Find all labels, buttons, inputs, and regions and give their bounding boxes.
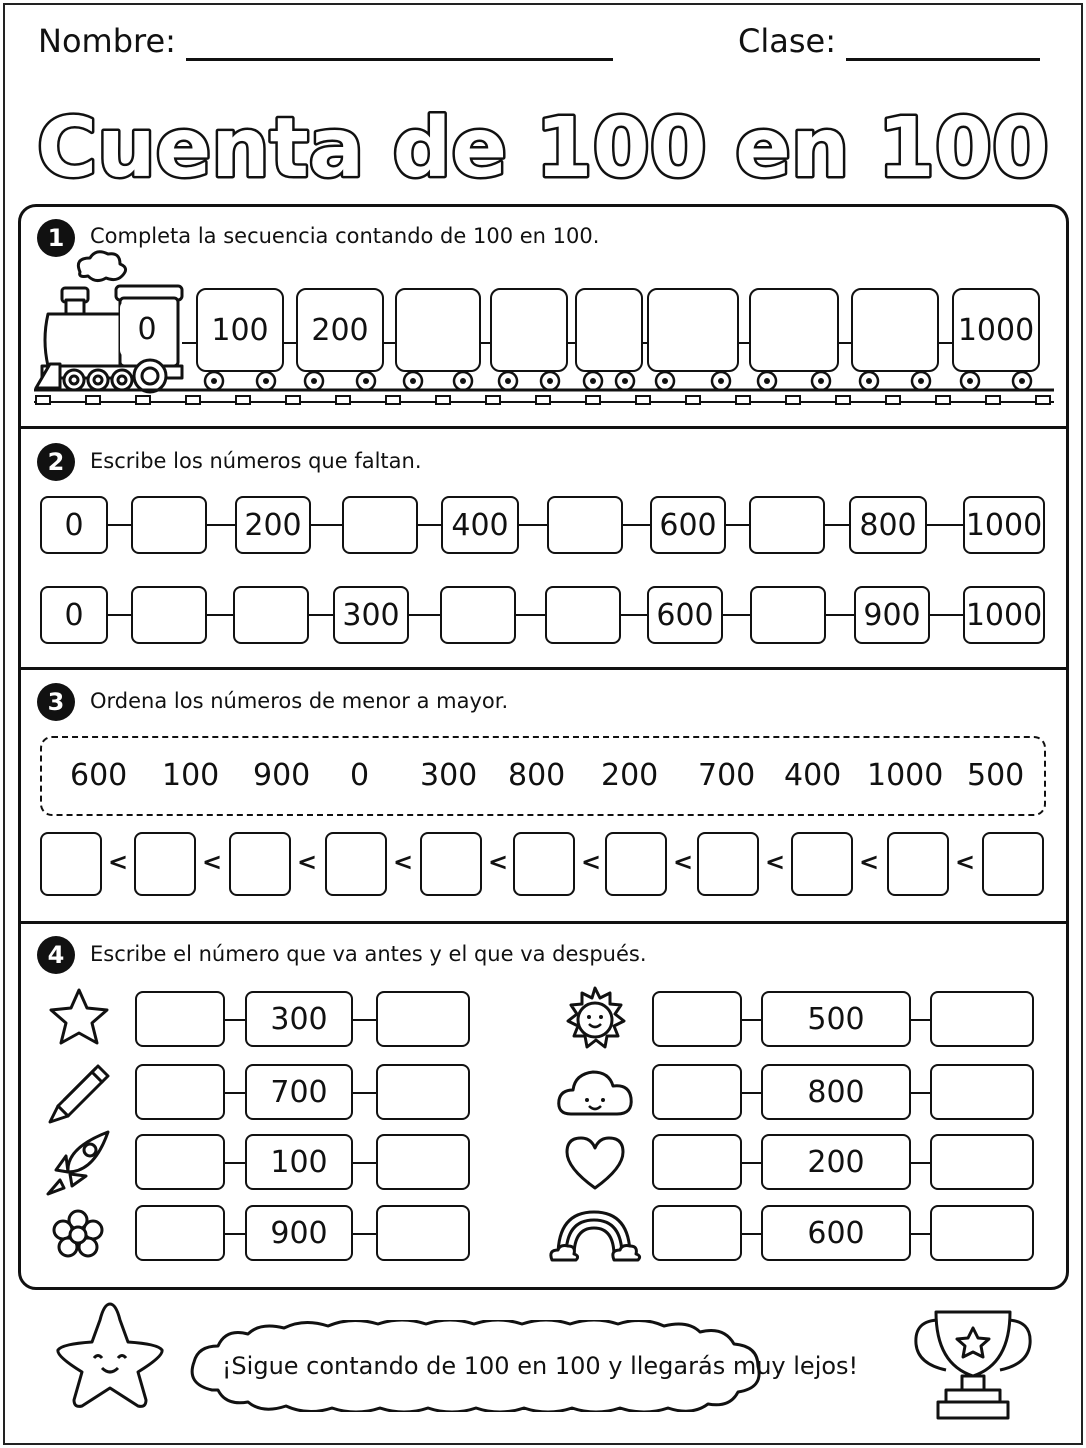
smiling-star-icon xyxy=(50,1298,170,1410)
connector xyxy=(353,1233,376,1235)
sequence-connector xyxy=(519,524,547,526)
rainbow-icon xyxy=(546,1204,642,1266)
connector xyxy=(353,1019,376,1021)
connector xyxy=(742,1019,761,1021)
before-box[interactable] xyxy=(135,1064,225,1120)
car-connector xyxy=(939,342,952,344)
sequence-connector xyxy=(207,614,233,616)
section-instruction: Escribe los números que faltan. xyxy=(90,449,422,473)
connector xyxy=(911,1092,930,1094)
number-to-order: 300 xyxy=(420,758,478,793)
sequence-connector xyxy=(623,524,650,526)
sequence-box[interactable] xyxy=(750,586,826,644)
sequence-box[interactable] xyxy=(547,496,623,554)
after-box[interactable] xyxy=(376,1134,470,1190)
train-track xyxy=(32,384,1056,406)
flower-icon xyxy=(48,1208,108,1262)
sequence-box: 600 xyxy=(647,586,723,644)
connector xyxy=(742,1233,761,1235)
heart-icon xyxy=(563,1134,627,1192)
sequence-box: 1000 xyxy=(963,586,1045,644)
sequence-box[interactable] xyxy=(545,586,621,644)
sequence-connector xyxy=(825,524,849,526)
trophy-icon xyxy=(910,1306,1036,1424)
connector xyxy=(225,1233,245,1235)
before-box[interactable] xyxy=(652,991,742,1047)
train-car[interactable] xyxy=(575,288,643,372)
before-box[interactable] xyxy=(135,1205,225,1261)
given-number: 300 xyxy=(245,991,353,1047)
sequence-box: 400 xyxy=(441,496,519,554)
sequence-connector xyxy=(311,524,342,526)
sequence-connector xyxy=(309,614,333,616)
number-to-order: 1000 xyxy=(867,758,944,793)
car-connector xyxy=(182,342,196,344)
car-connector xyxy=(839,342,851,344)
sequence-connector xyxy=(621,614,647,616)
number-to-order: 500 xyxy=(967,758,1025,793)
given-number: 800 xyxy=(761,1064,911,1120)
less-than-symbol: < xyxy=(581,848,602,876)
sequence-box[interactable] xyxy=(342,496,418,554)
train-car[interactable] xyxy=(490,288,568,372)
before-box[interactable] xyxy=(135,1134,225,1190)
less-than-symbol: < xyxy=(673,848,694,876)
car-connector xyxy=(384,342,395,344)
order-answer-box[interactable] xyxy=(791,832,853,896)
section-number: 1 xyxy=(37,219,75,257)
order-answer-box[interactable] xyxy=(325,832,387,896)
after-box[interactable] xyxy=(376,1064,470,1120)
after-box[interactable] xyxy=(376,1205,470,1261)
car-connector xyxy=(739,342,749,344)
less-than-symbol: < xyxy=(955,848,976,876)
train-engine-value: 0 xyxy=(120,300,174,358)
sun-icon xyxy=(560,986,630,1054)
name-label: Nombre: xyxy=(38,22,176,60)
order-answer-box[interactable] xyxy=(513,832,575,896)
train-car[interactable] xyxy=(647,288,739,372)
sequence-box: 1000 xyxy=(963,496,1045,554)
less-than-symbol: < xyxy=(297,848,318,876)
connector xyxy=(225,1019,245,1021)
connector xyxy=(742,1092,761,1094)
sequence-box[interactable] xyxy=(131,586,207,644)
order-answer-box[interactable] xyxy=(887,832,949,896)
number-to-order: 600 xyxy=(70,758,128,793)
given-number: 200 xyxy=(761,1134,911,1190)
order-answer-box[interactable] xyxy=(982,832,1044,896)
car-connector xyxy=(643,342,647,344)
order-answer-box[interactable] xyxy=(420,832,482,896)
connector xyxy=(225,1092,245,1094)
car-connector xyxy=(481,342,490,344)
less-than-symbol: < xyxy=(202,848,223,876)
section-instruction: Ordena los números de menor a mayor. xyxy=(90,689,509,713)
section-divider xyxy=(18,667,1069,670)
sequence-box: 900 xyxy=(854,586,930,644)
sequence-connector xyxy=(726,524,749,526)
train-car[interactable] xyxy=(749,288,839,372)
name-line[interactable] xyxy=(186,58,613,61)
sequence-connector xyxy=(108,614,131,616)
after-box[interactable] xyxy=(376,991,470,1047)
train-car: 1000 xyxy=(952,288,1040,372)
sequence-box: 0 xyxy=(40,586,108,644)
before-box[interactable] xyxy=(652,1064,742,1120)
sequence-connector xyxy=(930,614,963,616)
less-than-symbol: < xyxy=(108,848,129,876)
sequence-box[interactable] xyxy=(749,496,825,554)
number-to-order: 100 xyxy=(162,758,220,793)
page-title xyxy=(0,76,1086,194)
order-answer-box[interactable] xyxy=(40,832,102,896)
section-instruction: Escribe el número que va antes y el que va después. xyxy=(90,942,647,966)
class-line[interactable] xyxy=(846,58,1040,61)
cloud-icon xyxy=(555,1064,635,1120)
order-answer-box[interactable] xyxy=(229,832,291,896)
sequence-connector xyxy=(207,524,235,526)
footer-message: ¡Sigue contando de 100 en 100 y llegarás muy lejos! xyxy=(221,1352,859,1380)
connector xyxy=(911,1162,930,1164)
car-connector xyxy=(284,342,296,344)
connector xyxy=(742,1162,761,1164)
connector xyxy=(911,1019,930,1021)
sequence-box[interactable] xyxy=(233,586,309,644)
section-instruction: Completa la secuencia contando de 100 en 100. xyxy=(90,224,600,248)
before-box[interactable] xyxy=(135,991,225,1047)
order-answer-box[interactable] xyxy=(134,832,196,896)
sequence-connector xyxy=(723,614,750,616)
given-number: 600 xyxy=(761,1205,911,1261)
given-number: 900 xyxy=(245,1205,353,1261)
car-connector xyxy=(568,342,575,344)
order-answer-box[interactable] xyxy=(697,832,759,896)
number-to-order: 400 xyxy=(784,758,842,793)
section-number: 3 xyxy=(37,683,75,721)
sequence-connector xyxy=(409,614,440,616)
connector xyxy=(225,1162,245,1164)
train-car: 200 xyxy=(296,288,384,372)
sequence-box: 600 xyxy=(650,496,726,554)
after-box[interactable] xyxy=(930,991,1034,1047)
sequence-box: 200 xyxy=(235,496,311,554)
sequence-connector xyxy=(516,614,545,616)
given-number: 500 xyxy=(761,991,911,1047)
section-number: 4 xyxy=(37,936,75,974)
train-car[interactable] xyxy=(395,288,481,372)
pencil-icon xyxy=(44,1060,112,1124)
less-than-symbol: < xyxy=(859,848,880,876)
class-label: Clase: xyxy=(738,22,836,60)
sequence-box: 300 xyxy=(333,586,409,644)
connector xyxy=(911,1233,930,1235)
sequence-box: 0 xyxy=(40,496,108,554)
sequence-connector xyxy=(108,524,131,526)
number-to-order: 800 xyxy=(508,758,566,793)
section-number: 2 xyxy=(37,443,75,481)
less-than-symbol: < xyxy=(393,848,414,876)
sequence-connector xyxy=(418,524,441,526)
train-car: 100 xyxy=(196,288,284,372)
section-divider xyxy=(18,426,1069,429)
sequence-box[interactable] xyxy=(440,586,516,644)
sequence-box: 800 xyxy=(849,496,927,554)
sequence-connector xyxy=(927,524,963,526)
before-box[interactable] xyxy=(652,1134,742,1190)
before-box[interactable] xyxy=(652,1205,742,1261)
after-box[interactable] xyxy=(930,1064,1034,1120)
rocket-icon xyxy=(40,1128,114,1200)
less-than-symbol: < xyxy=(488,848,509,876)
after-box[interactable] xyxy=(930,1205,1034,1261)
train-car[interactable] xyxy=(851,288,939,372)
section-divider xyxy=(18,921,1069,924)
connector xyxy=(353,1162,376,1164)
number-to-order: 0 xyxy=(350,758,370,793)
after-box[interactable] xyxy=(930,1134,1034,1190)
number-to-order: 900 xyxy=(253,758,311,793)
star-icon xyxy=(46,986,112,1050)
sequence-connector xyxy=(826,614,854,616)
title-text: Cuenta de 100 en 100 xyxy=(37,101,1049,194)
given-number: 700 xyxy=(245,1064,353,1120)
sequence-box[interactable] xyxy=(131,496,207,554)
number-to-order: 700 xyxy=(698,758,756,793)
connector xyxy=(353,1092,376,1094)
order-answer-box[interactable] xyxy=(605,832,667,896)
number-to-order: 200 xyxy=(601,758,659,793)
less-than-symbol: < xyxy=(765,848,786,876)
given-number: 100 xyxy=(245,1134,353,1190)
